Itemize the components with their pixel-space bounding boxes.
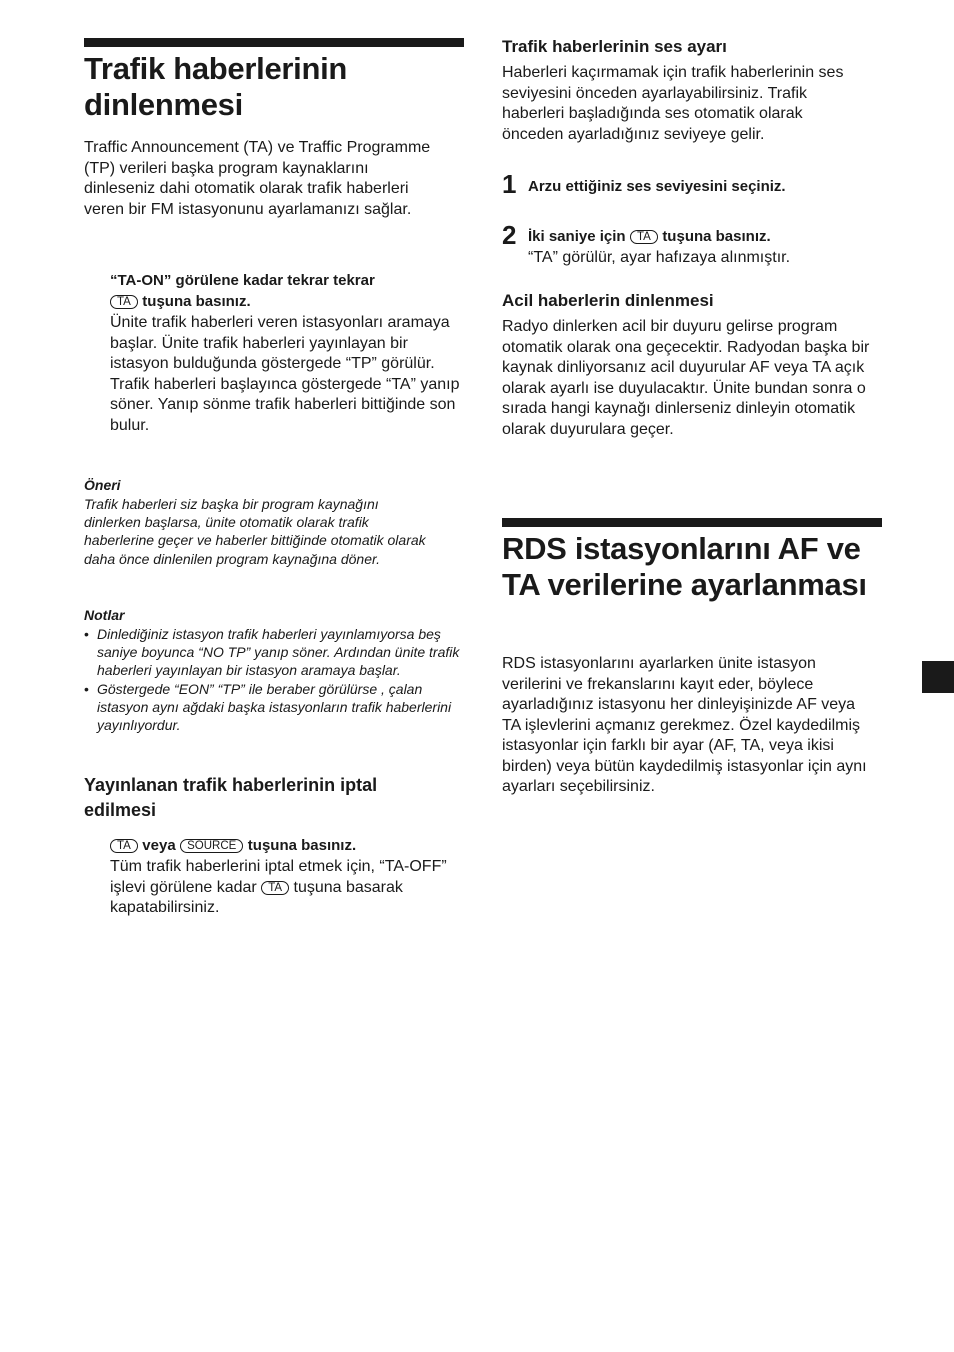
volume-heading: Trafik haberlerinin ses ayarı: [502, 37, 727, 56]
cancel-instruction: [110, 836, 464, 857]
step-number-1: 1: [502, 169, 517, 199]
rds-text: RDS istasyonlarını ayarlarken ünite istasyon verilerini ve frekanslarını kayıt eder, böylece ayarladığınız istasyonu her dinleyişinizde AF veya TA işlevlerini açmanız gerekmez. Özel kaydedilmiş istasyonlar için farklı bir ayar (AF, TA, veya ikisi birden) veya bütün kaydedilmiş istasyonlar için aynı ayarları seçebilirsiniz.: [502, 655, 867, 795]
cancel-heading: Yayınlanan trafik haberlerinin iptal edilmesi: [84, 775, 378, 820]
section-rule: [84, 38, 464, 47]
intro-paragraph: Traffic Announcement (TA) ve Traffic Programme (TP) verileri başka program kaynaklarını dinleseniz dahi otomatik olarak trafik haberleri veren bir FM istasyonunu ayarlamanızı sağlar.: [84, 139, 431, 218]
step-2-bold: İki saniye için: [528, 228, 626, 245]
step-instruction: [110, 271, 464, 312]
veya-text: veya: [142, 837, 176, 854]
cancel-body-text: Tüm trafik haberlerini iptal etmek için, “TA-OFF” işlevi görülene kadar: [110, 858, 447, 896]
note-item: • Göstergede “EON” “TP” ile beraber görülürse , çalan istasyon aynı ağdaki başka istasyonların trafik haberlerini yayınlıyordur.: [84, 680, 466, 735]
cancel-body: [110, 857, 455, 919]
tip-heading: Öneri: [84, 477, 121, 493]
section-rule: [502, 518, 882, 527]
section-tab-marker: [922, 661, 954, 693]
step-bold-text-2: tuşuna basınız.: [142, 292, 251, 310]
step-bold-text: “TA-ON” görülene kadar tekrar tekrar: [110, 272, 375, 289]
page-title: Trafik haberlerinin dinlenmesi: [84, 51, 348, 122]
step-body: Ünite trafik haberleri veren istasyonları aramaya başlar. Ünite trafik haberleri yayınlayan bir istasyon bulduğunda göstergede “TP” görülür. Trafik haberleri başlayınca göstergede “TA” yanıp söner. Yanıp sönme trafik haberleri bittiğinde son bulur.: [110, 314, 460, 434]
emergency-text: Radyo dinlerken acil bir duyuru gelirse program otomatik olarak ona geçecektir. Radyodan başka bir kaynak dinliyorsanız acil duyurular AF veya TA açık olarak ayarlı ise duyulacaktır. Ünite bundan sonra o sırada hangi kaynağı dinlerseniz dinleyin otomatik olarak duyurulara geçer.: [502, 318, 870, 438]
step-2-instruction: [528, 227, 882, 248]
cancel-press-text: tuşuna basınız.: [247, 837, 357, 854]
emergency-heading: Acil haberlerin dinlenmesi: [502, 291, 714, 310]
rds-title: RDS istasyonlarını AF ve TA verilerine ayarlanması: [502, 531, 867, 602]
tip-text: Trafik haberleri siz başka bir program kaynağını dinlerken başlarsa, ünite otomatik olarak trafik haberlerine geçer ve haberler bittiğinde otomatik olarak daha önce dinlenilen program kaynağına döner.: [84, 496, 426, 567]
step-number-2: 2: [502, 220, 517, 250]
ta-button-icon: TA: [110, 295, 138, 309]
step-1-text: Arzu ettiğiniz ses seviyesini seçiniz.: [528, 178, 786, 195]
ta-button-icon: TA: [110, 839, 138, 853]
notes-heading: Notlar: [84, 607, 125, 623]
step-2-body: “TA” görülür, ayar hafızaya alınmıştır.: [528, 249, 791, 266]
notes-list: [84, 625, 466, 734]
cancel-body-text-2: tuşuna basarak kapatabilirsiniz.: [110, 878, 403, 916]
step-2-bold-2: tuşuna basınız.: [662, 228, 771, 245]
note-item: • Dinlediğiniz istasyon trafik haberleri yayınlamıyorsa beş saniye boyunca “NO TP” yanıp söner. Ardından ünite trafik haberleri yayınlayan bir istasyon aramaya başlar.: [84, 625, 466, 680]
ta-button-icon: TA: [630, 230, 658, 244]
volume-text: Haberleri kaçırmamak için trafik haberlerinin ses seviyesini önceden ayarlayabilirsiniz. Trafik haberleri başladığında ses otomatik olarak önceden ayarladığınız seviyeye gelir.: [502, 64, 844, 143]
ta-button-icon: TA: [261, 881, 289, 895]
source-button-icon: SOURCE: [180, 839, 243, 853]
